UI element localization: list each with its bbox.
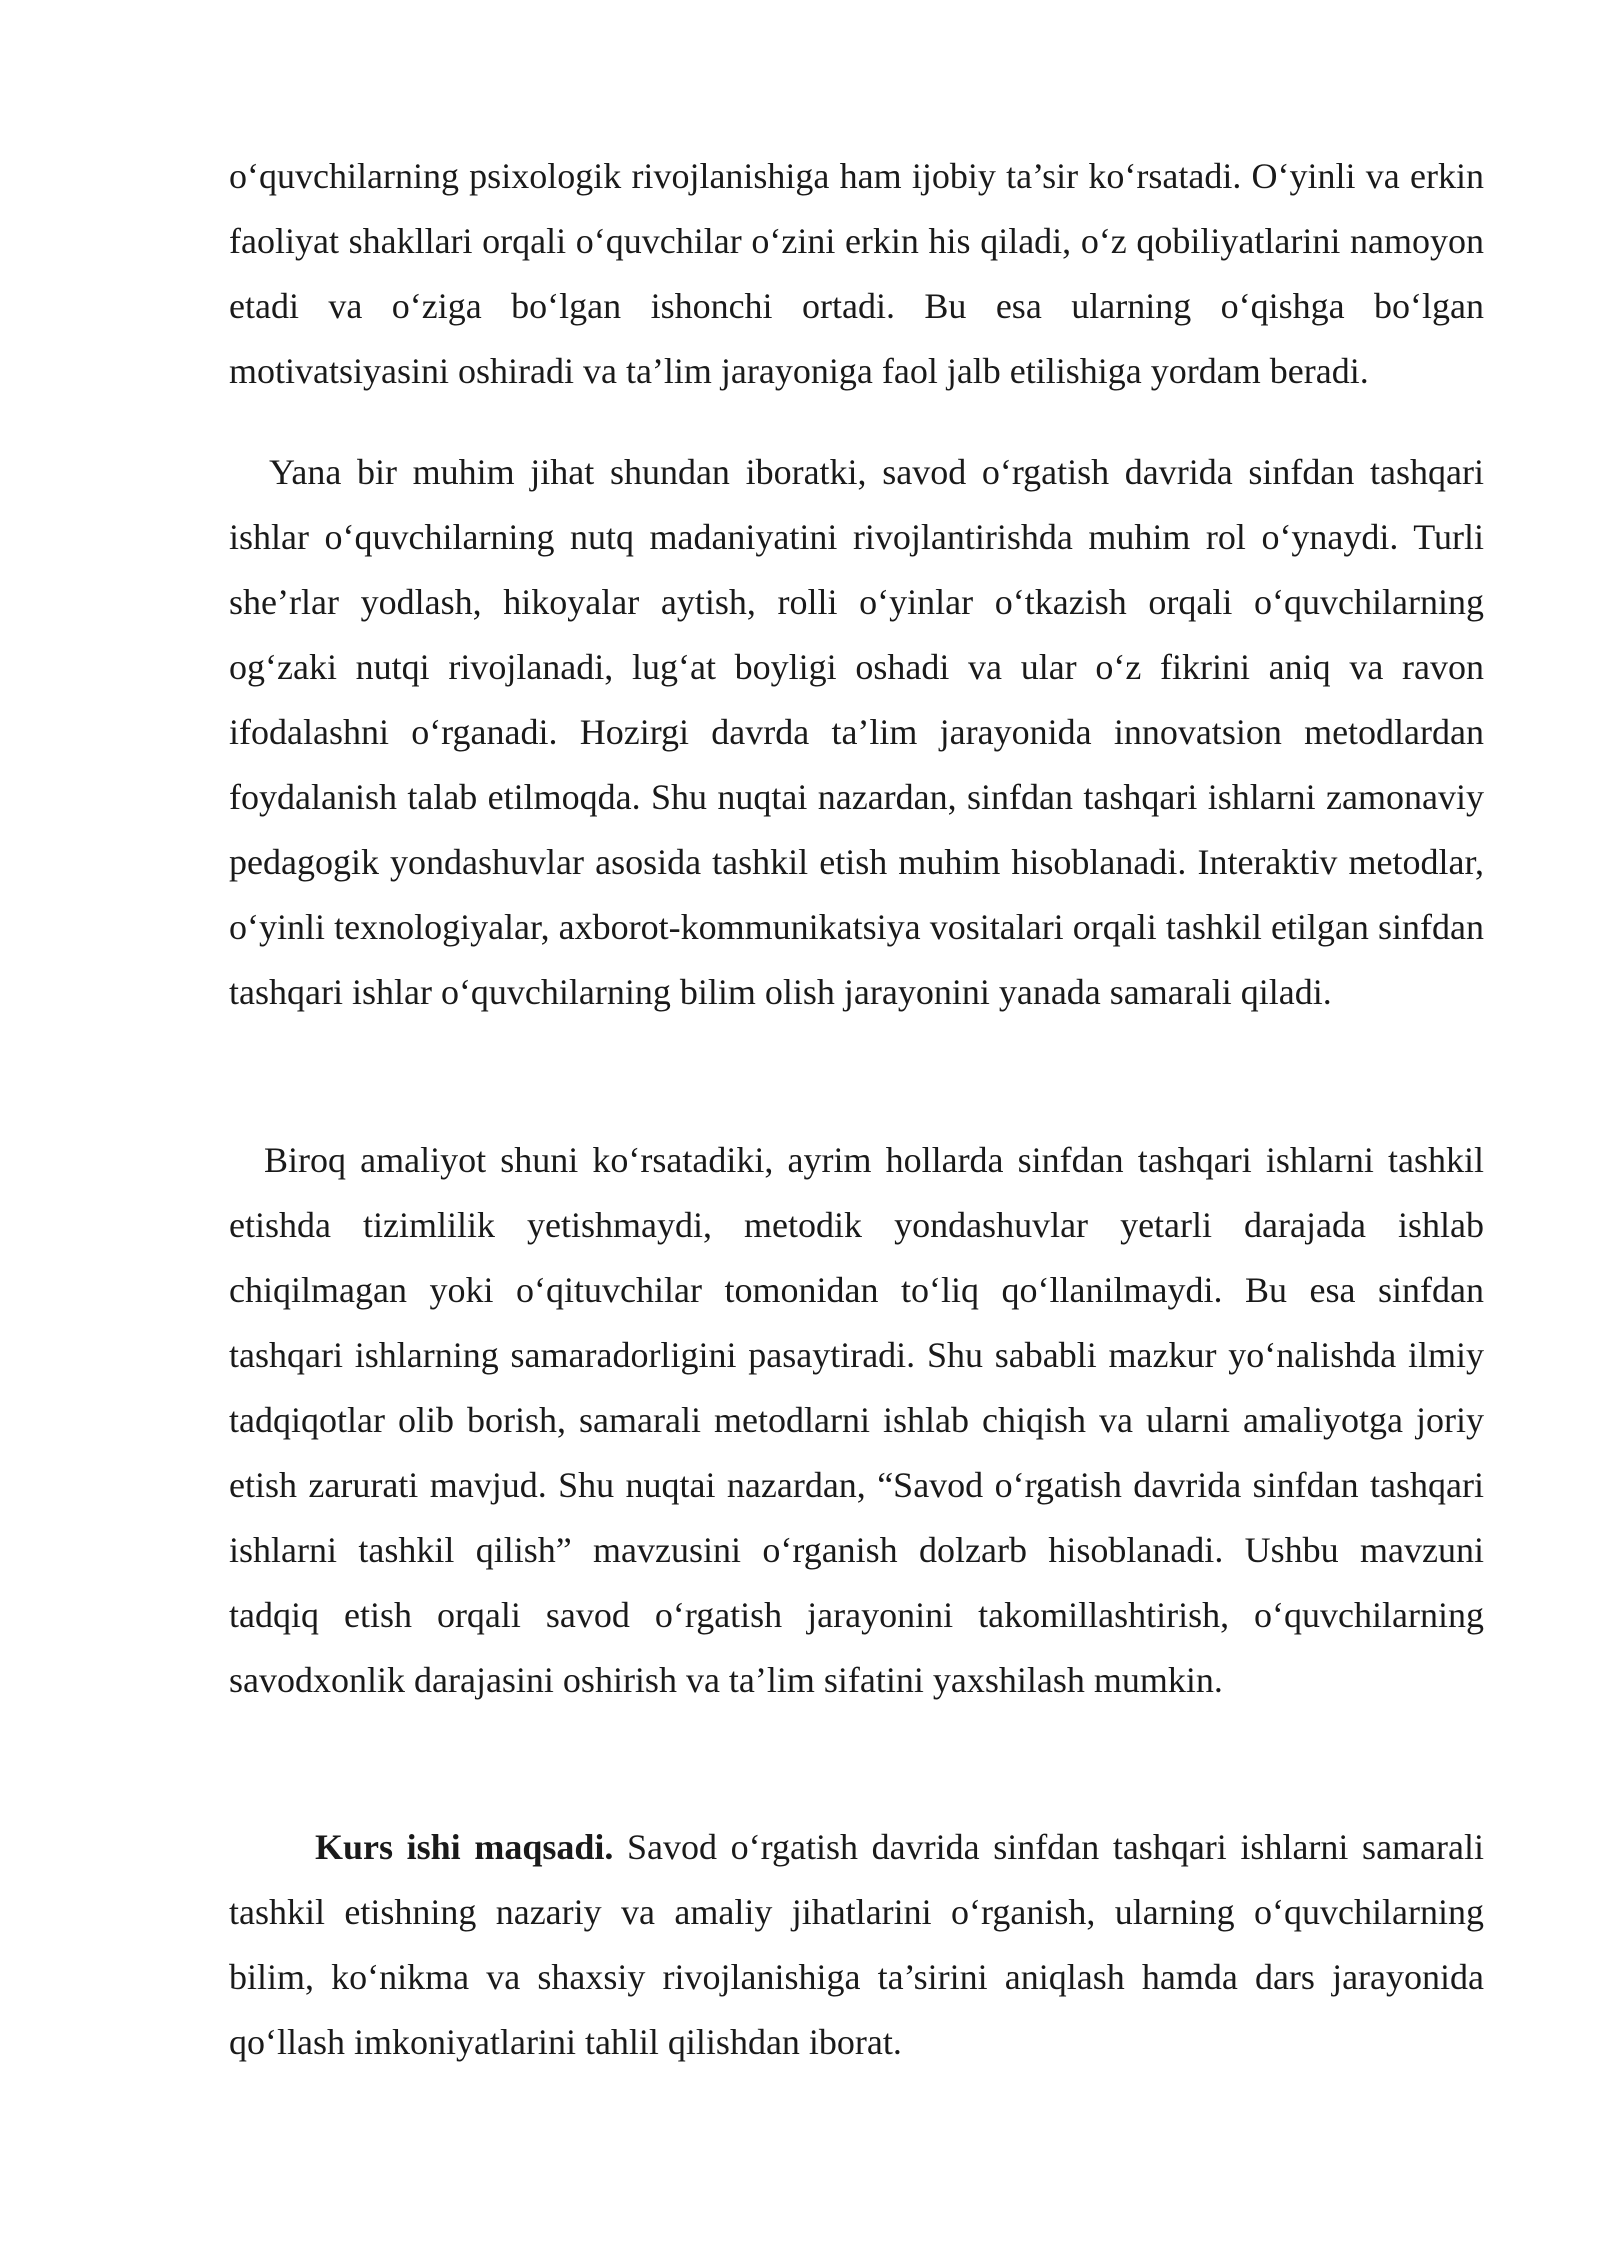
paragraph-1	[229, 144, 1484, 404]
course-aim-heading: Kurs ishi maqsadi.	[315, 1827, 614, 1867]
paragraph-1-text: o‘quvchilarning psixologik rivojlanishiga ham ijobiy ta’sir ko‘rsatadi. O‘yinli va erkin faoliyat shakllari orqali o‘quvchilar o‘zini erkin his qiladi, o‘z qobiliyatlarini namoyon etadi va o‘ziga bo‘lgan ishonchi ortadi. Bu esa ularning o‘qishga bo‘lgan motivatsiyasini oshiradi va ta’lim jarayoniga faol jalb etilishiga yordam beradi.	[229, 156, 1484, 391]
course-aim-text: Savod o‘rgatish davrida sinfdan tashqari ishlarni samarali tashkil etishning nazariy va amaliy jihatlarini o‘rganish, ularning o‘quvchilarning bilim, ko‘nikma va shaxsiy rivojlanishiga ta’sirini aniqlash hamda dars jarayonida qo‘llash imkoniyatlarini tahlil qilishdan iborat.	[229, 1827, 1484, 2062]
paragraph-2	[229, 440, 1484, 1025]
paragraph-3-text: Biroq amaliyot shuni ko‘rsatadiki, ayrim hollarda sinfdan tashqari ishlarni tashkil etishda tizimlilik yetishmaydi, metodik yondashuvlar yetarli darajada ishlab chiqilmagan yoki o‘qituvchilar tomonidan to‘liq qo‘llanilmaydi. Bu esa sinfdan tashqari ishlarning samaradorligini pasaytiradi. Shu sababli mazkur yo‘nalishda ilmiy tadqiqotlar olib borish, samarali metodlarni ishlab chiqish va ularni amaliyotga joriy etish zarurati mavjud. Shu nuqtai nazardan, “Savod o‘rgatish davrida sinfdan tashqari ishlarni tashkil qilish” mavzusini o‘rganish dolzarb hisoblanadi. Ushbu mavzuni tadqiq etish orqali savod o‘rgatish jarayonini takomillashtirish, o‘quvchilarning savodxonlik darajasini oshirish va ta’lim sifatini yaxshilash mumkin.	[229, 1140, 1484, 1700]
paragraph-3	[229, 1128, 1484, 1713]
paragraph-4-body	[229, 1815, 1484, 2075]
paragraph-4	[229, 1815, 1484, 2075]
paragraph-2-text: Yana bir muhim jihat shundan iboratki, savod o‘rgatish davrida sinfdan tashqari ishlar o‘quvchilarning nutq madaniyatini rivojlantirishda muhim rol o‘ynaydi. Turli she’rlar yodlash, hikoyalar aytish, rolli o‘yinlar o‘tkazish orqali o‘quvchilarning og‘zaki nutqi rivojlanadi, lug‘at boyligi oshadi va ular o‘z fikrini aniq va ravon ifodalashni o‘rganadi. Hozirgi davrda ta’lim jarayonida innovatsion metodlardan foydalanish talab etilmoqda. Shu nuqtai nazardan, sinfdan tashqari ishlarni zamonaviy pedagogik yondashuvlar asosida tashkil etish muhim hisoblanadi. Interaktiv metodlar, o‘yinli texnologiyalar, axborot-kommunikatsiya vositalari orqali tashkil etilgan sinfdan tashqari ishlar o‘quvchilarning bilim olish jarayonini yanada samarali qiladi.	[229, 452, 1484, 1012]
